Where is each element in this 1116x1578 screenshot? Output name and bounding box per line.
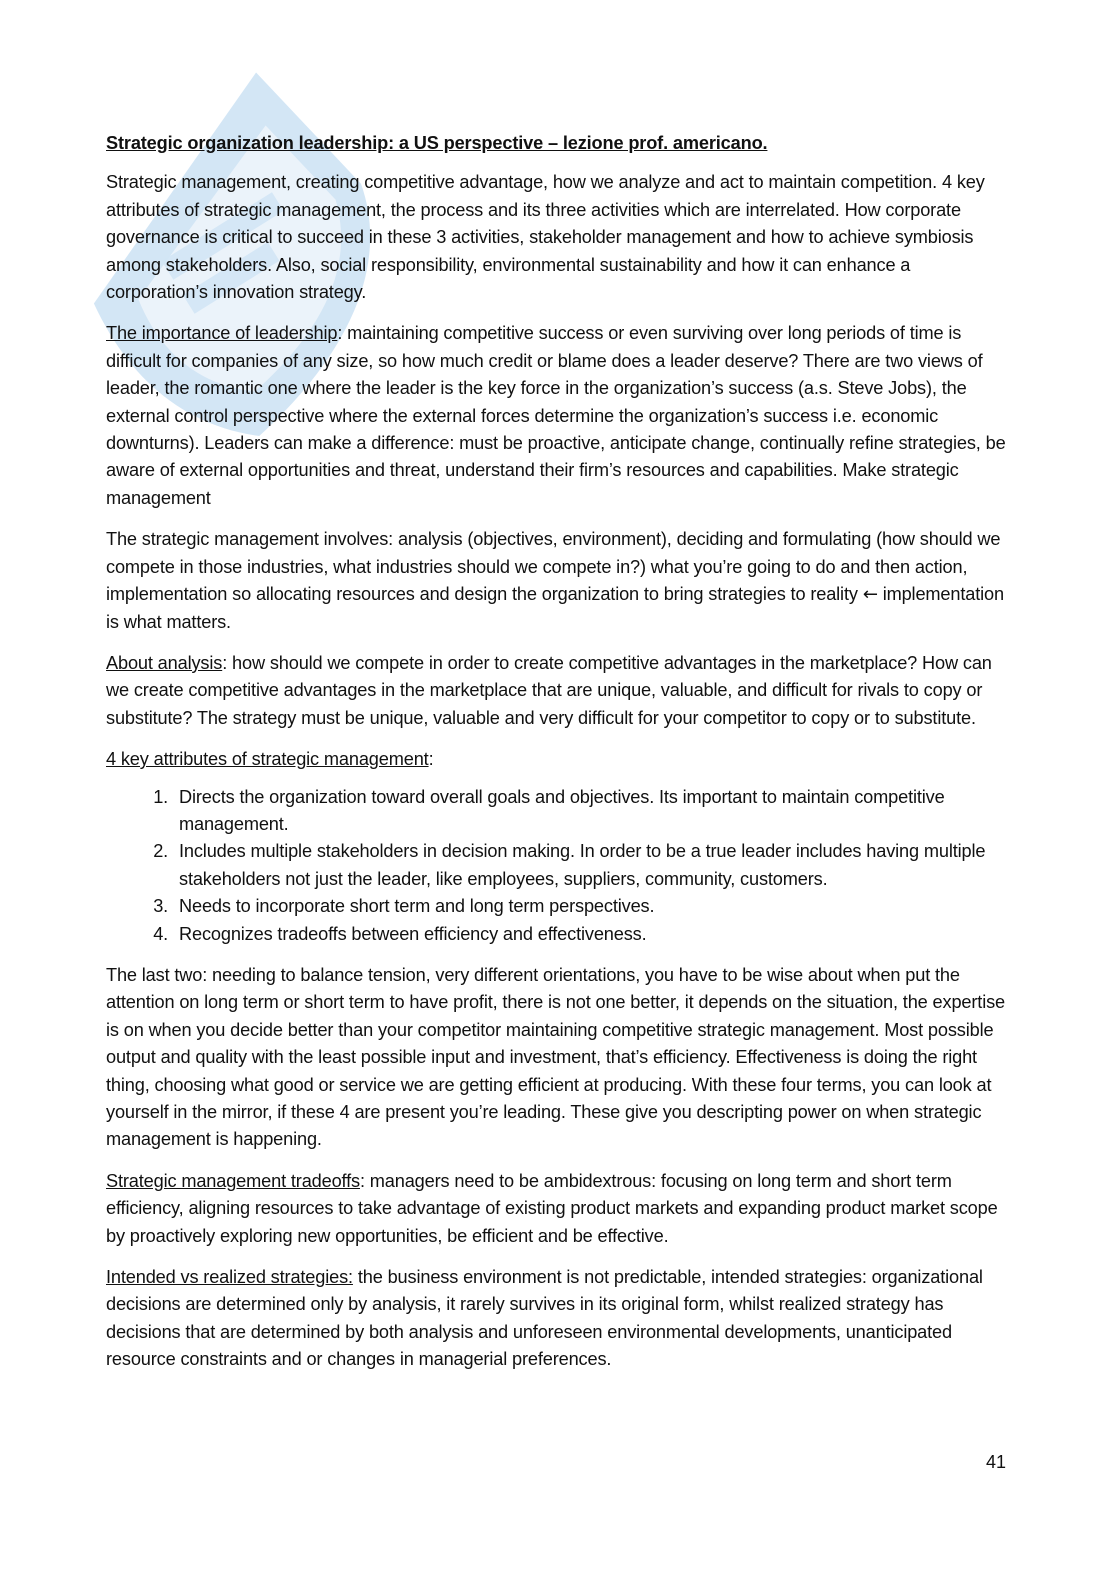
page-title: Strategic organization leadership: a US perspective – lezione prof. americano. [106,133,768,153]
document-page [106,130,1006,1388]
intended-paragraph [106,1264,1006,1374]
process-body: The strategic management involves: analysis (objectives, environment), deciding and formulating (how should we compete in those industries, what industries should we compete in?) what you’re going to do and then action, implementation so allocating resources and design the organization to bring strategies to reality [106,529,1001,605]
leadership-heading: The importance of leadership [106,323,338,344]
page-number: 41 [985,1452,1006,1472]
tradeoffs-body: : managers need to be ambidextrous: focusing on long term and short term efficiency, aligning resources to take advantage of existing product markets and expanding product market scope by proactively exploring new opportunities, be efficient and be effective. [106,1170,998,1246]
attributes-heading: 4 key attributes of strategic management [106,749,429,770]
intended-heading: Intended vs realized strategies: [106,1267,353,1288]
analysis-heading: About analysis [106,652,223,673]
attributes-heading-paragraph [106,746,1006,773]
analysis-body: : how should we compete in order to create competitive advantages in the marketplace? How can we create competitive advantages in the marketplace that are unique, valuable, and difficult for rivals to copy or substitute? The strategy must be unique, valuable and very difficult for your competitor to copy or to substitute. [106,652,992,728]
process-paragraph [106,526,1006,636]
list-item: 1. Directs the organization toward overall goals and objectives. Its important to maintain competitive management. [173,784,1006,839]
analysis-paragraph [106,650,1006,732]
attributes-colon: : [428,749,434,770]
tradeoffs-heading: Strategic management tradeoffs [106,1170,360,1191]
attributes-list [106,784,1006,948]
list-item: 4. Recognizes tradeoffs between efficiency and effectiveness. [173,921,1006,948]
last-two-paragraph: The last two: needing to balance tension, very different orientations, you have to be wise about when put the attention on long term or short term to have profit, there is not one better, it depends on the situation, the expertise is on when you decide better than your competitor maintaining competitive strategic management. Most possible output and quality with the least possible input and investment, that’s efficiency. Effectiveness is doing the right thing, choosing what good or service we are getting efficient at producing. With these four terms, you can look at yourself in the mirror, if these 4 are present you’re leading. These give you descripting power on when strategic management is happening. [106,964,1005,1150]
leadership-body: : maintaining competitive success or even surviving over long periods of time is difficult for companies of any size, so how much credit or blame does a leader deserve? There are two views of leader, the romantic one where the leader is the key force in the organization’s success (a.s. Steve Jobs), the external control perspective where the external forces determine the organization’s success i.e. economic downturns). Leaders can make a difference: must be proactive, anticipate change, continually refine strategies, be aware of external opportunities and threat, understand their firm’s resources and capabilities. Make strategic management [106,323,1006,508]
intended-body: the business environment is not predictable, intended strategies: organizational decisions are determined only by analysis, it rarely survives in its original form, whilst realized strategy has decisions that are determined by both analysis and unforeseen environmental developments, unanticipated resource constraints and or changes in managerial preferences. [106,1267,983,1370]
intro-paragraph: Strategic management, creating competitive advantage, how we analyze and act to maintain competition. 4 key attributes of strategic management, the process and its three activities which are interrelated. How corporate governance is critical to succeed in these 3 activities, stakeholder management and how to achieve symbiosis among stakeholders. Also, social responsibility, environmental sustainability and how it can enhance a corporation’s innovation strategy. [106,172,985,303]
leadership-paragraph [106,320,1006,512]
list-item: 2. Includes multiple stakeholders in decision making. In order to be a true leader includes having multiple stakeholders not just the leader, like employees, suppliers, community, customers. [173,838,1006,893]
left-arrow-icon: ← [862,584,878,606]
list-item: 3. Needs to incorporate short term and long term perspectives. [173,893,1006,920]
process-tail: implementation is what matters. [106,584,1004,632]
tradeoffs-paragraph [106,1168,1006,1250]
